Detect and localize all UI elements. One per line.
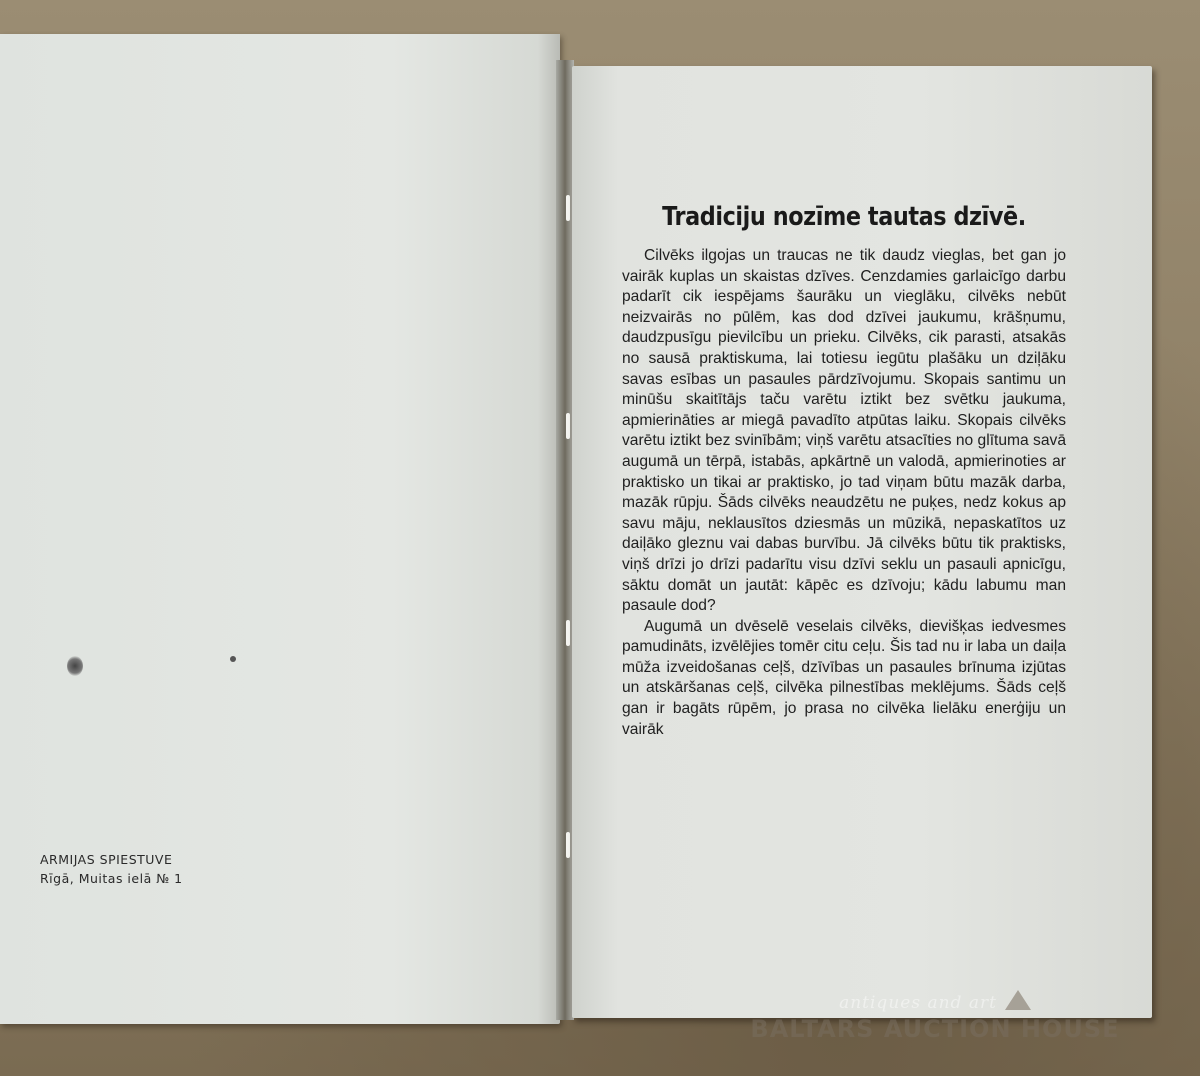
- imprint-line-1: ARMIJAS SPIESTUVE: [40, 852, 173, 867]
- paragraph-2: Augumā un dvēselē veselais cilvēks, dievišķas iedvesmes pamudināts, izvēlējies tomēr citu ceļu. Šis tad nu ir laba un daiļa mūža izveidošanas ceļš, dzīvības un pasaules brīnuma izjūtas un atskāršanas ceļš, cilvēka pilnestības meklējums. Šāds ceļš gan ir bagāts rūpēm, jo prasa no cilvēka lielāku enerģiju un vairāk: [622, 617, 1066, 738]
- binding-stitch: [566, 832, 570, 858]
- binding-stitch: [566, 620, 570, 646]
- crown-icon: [1005, 990, 1031, 1010]
- right-page-text: [622, 196, 1066, 740]
- imprint-line-2: Rīgā, Muitas ielā № 1: [40, 871, 183, 886]
- ink-dot: [230, 656, 236, 662]
- binding-stitch: [566, 195, 570, 221]
- binding-stitch: [566, 413, 570, 439]
- watermark-bottom: BALTARS AUCTION HOUSE: [750, 1015, 1120, 1043]
- ink-smudge: [67, 656, 83, 676]
- watermark-top: [839, 990, 1031, 1013]
- printer-imprint: [40, 850, 183, 888]
- watermark: [730, 990, 1140, 1043]
- page-title: Tradiciju nozīme tautas dzīvē.: [662, 202, 1026, 232]
- paragraph-1: Cilvēks ilgojas un traucas ne tik daudz vieglas, bet gan jo vairāk kuplas un skaistas dzīves. Cenzdamies garlaicīgo darbu padarīt cik iespējams šaurāku un vieglāku, cilvēks nebūt neizvairās no pūlēm, kas dod dzīvei jaukumu, krāšņumu, daudzpusīgu pievilcību un prieku. Cilvēks, cik parasti, atsakās no sausā praktiskuma, lai totiesu iegūtu plašāku un dziļāku savas esības un pasaules pārdzīvojumu. Skopais santimu un minūšu skaitītājs taču varētu iztikt bez svētku jaukuma, apmierināties ar miegā pavadīto atpūtas laiku. Skopais cilvēks varētu iztikt bez svinībām; viņš varētu atsacīties no glītuma savā augumā un tērpā, istabās, apkārtnē un valodā, apmierinoties ar praktisko un tikai ar praktisko, jo tad viņam būtu mazāk darba, mazāk rūpju. Šāds cilvēks neaudzētu ne puķes, nedz kokus ap savu māju, neklausītos dziesmās un mūzikā, nepaskatītos uz daiļāko gleznu vai dabas burvību. Jā cilvēks būtu tik praktisks, viņš drīzi jo drīzi padarītu visu dzīvi seklu un pasauli apnicīgu, sāktu domāt un jautāt: kāpēc es dzīvoju; kādu labumu man pasaule dod?: [622, 247, 1066, 615]
- watermark-top-text: antiques and art: [839, 993, 997, 1013]
